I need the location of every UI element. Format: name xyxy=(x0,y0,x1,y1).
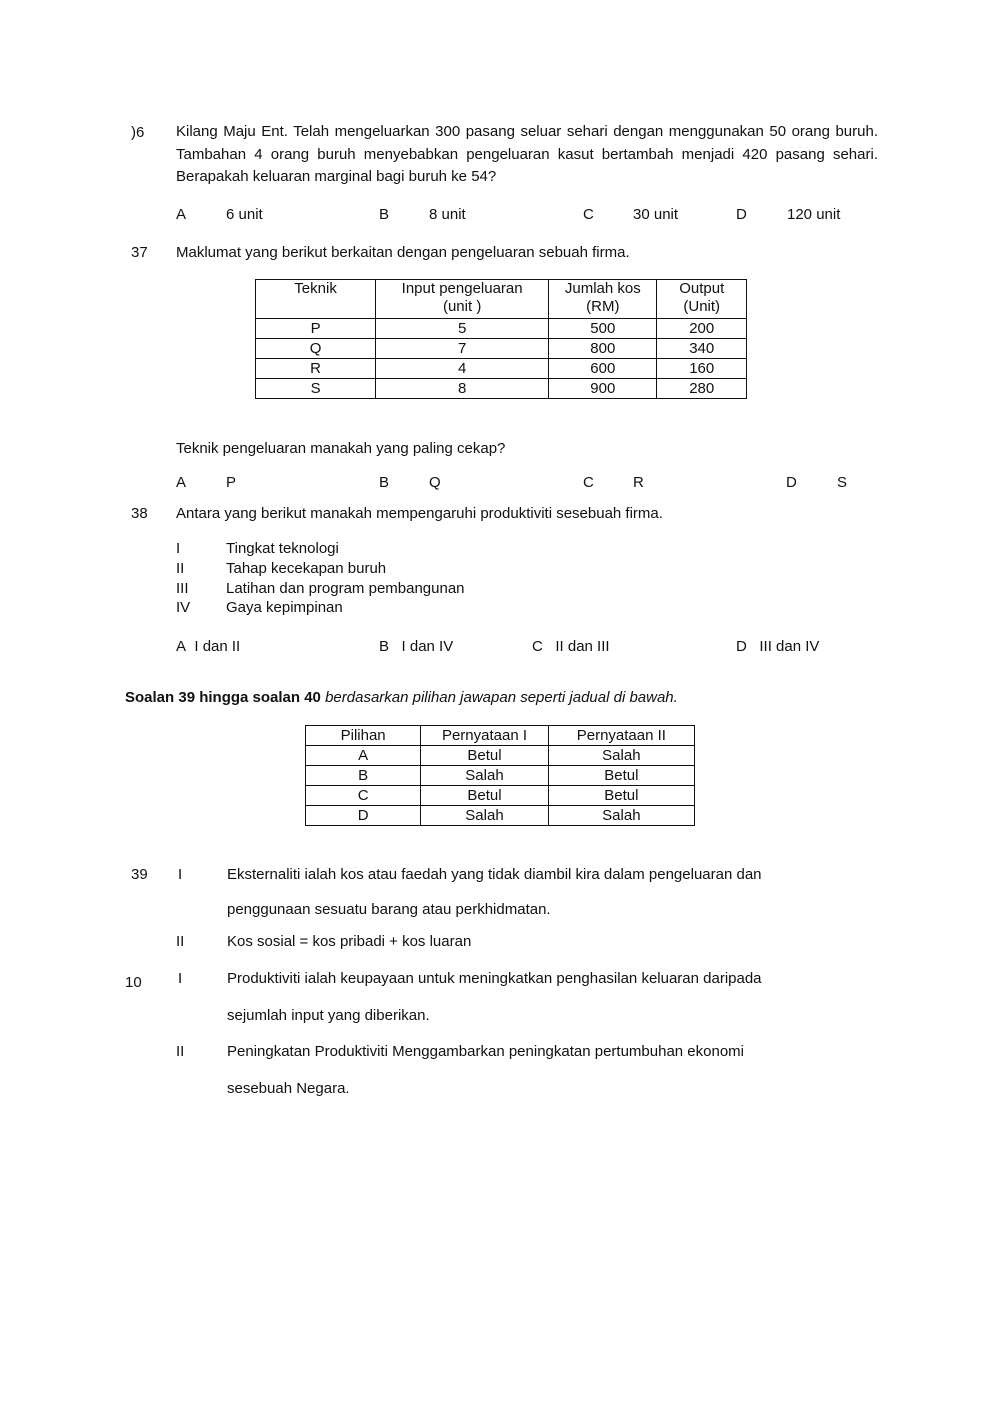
q38-option-a[interactable]: A I dan II xyxy=(176,638,241,655)
q38-item-roman: I xyxy=(176,540,181,557)
q38-number: 38 xyxy=(131,505,148,522)
q37-number: 37 xyxy=(131,244,148,261)
q38-item-text: Tahap kecekapan buruh xyxy=(226,560,387,577)
table-cell: Q xyxy=(256,339,376,359)
table-cell: P xyxy=(256,319,376,339)
q37-option-c-text[interactable]: R xyxy=(633,474,644,491)
q40-s1-line1: Produktiviti ialah keupayaan untuk meningkatkan penghasilan keluaran daripada xyxy=(227,970,762,987)
q40-s1-line2: sejumlah input yang diberikan. xyxy=(227,1007,430,1024)
q38-item-text: Latihan dan program pembangunan xyxy=(226,580,465,597)
table-row xyxy=(306,806,695,826)
table-row xyxy=(256,339,747,359)
q38-option-b[interactable]: B I dan IV xyxy=(379,638,454,655)
q36-number: )6 xyxy=(131,124,145,141)
q37-option-c-letter[interactable]: C xyxy=(583,474,594,491)
q37-option-a-text[interactable]: P xyxy=(226,474,237,491)
q38-item-roman: II xyxy=(176,560,185,577)
table-cell: A xyxy=(306,746,421,766)
q36-option-b-text[interactable]: 8 unit xyxy=(429,206,466,223)
table-cell: S xyxy=(256,379,376,399)
table-cell: Betul xyxy=(421,786,548,806)
q36-option-c-letter[interactable]: C xyxy=(583,206,594,223)
q39-s2-roman: II xyxy=(176,933,185,950)
q37-option-b-text[interactable]: Q xyxy=(429,474,441,491)
table-cell: Salah xyxy=(421,806,548,826)
q37-option-b-letter[interactable]: B xyxy=(379,474,390,491)
q38-item-text: Tingkat teknologi xyxy=(226,540,339,557)
table-cell: 200 xyxy=(657,319,747,339)
q37-option-a-letter[interactable]: A xyxy=(176,474,187,491)
section-heading-bold: Soalan 39 hingga soalan 40 xyxy=(125,689,321,706)
q37-header-kos: Jumlah kos (RM) xyxy=(549,280,657,319)
table-cell: B xyxy=(306,766,421,786)
table-row xyxy=(256,379,747,399)
table-cell: 8 xyxy=(376,379,549,399)
table-cell: C xyxy=(306,786,421,806)
header-pernyataan-1: Pernyataan I xyxy=(421,726,548,746)
q39-s1-line1: Eksternaliti ialah kos atau faedah yang tidak diambil kira dalam pengeluaran dan xyxy=(227,866,762,883)
table-cell: Betul xyxy=(421,746,548,766)
table-row xyxy=(306,746,695,766)
table-cell: D xyxy=(306,806,421,826)
q38-option-c[interactable]: C II dan III xyxy=(532,638,610,655)
q38-item-roman: IV xyxy=(176,599,191,616)
table-row xyxy=(256,319,747,339)
q39-s1-roman: I xyxy=(178,866,183,883)
q40-s1-roman: I xyxy=(178,970,183,987)
q37-question: Teknik pengeluaran manakah yang paling cekap? xyxy=(176,440,506,457)
q36-option-a-text[interactable]: 6 unit xyxy=(226,206,263,223)
section-heading-italic: berdasarkan pilihan jawapan seperti jadual di bawah. xyxy=(320,689,678,706)
table-cell: Betul xyxy=(548,786,694,806)
table-cell: 340 xyxy=(657,339,747,359)
table-cell: R xyxy=(256,359,376,379)
table-cell: 5 xyxy=(376,319,549,339)
table-cell: 800 xyxy=(549,339,657,359)
table-row xyxy=(256,359,747,379)
q40-s2-line2: sesebuah Negara. xyxy=(227,1080,350,1097)
q39-s1-line2: penggunaan sesuatu barang atau perkhidmatan. xyxy=(227,901,551,918)
table-cell: Salah xyxy=(548,806,694,826)
table-cell: 600 xyxy=(549,359,657,379)
header-pilihan: Pilihan xyxy=(306,726,421,746)
table-cell: 160 xyxy=(657,359,747,379)
q37-option-d-text[interactable]: S xyxy=(837,474,848,491)
table-row xyxy=(306,786,695,806)
table-cell: 500 xyxy=(549,319,657,339)
table-cell: 7 xyxy=(376,339,549,359)
table-cell: Betul xyxy=(548,766,694,786)
q38-item-roman: III xyxy=(176,580,189,597)
q40-number: 10 xyxy=(125,974,142,991)
header-pernyataan-2: Pernyataan II xyxy=(548,726,694,746)
q39-number: 39 xyxy=(131,866,148,883)
q37-header-input: Input pengeluaran (unit ) xyxy=(376,280,549,319)
q38-option-d[interactable]: D III dan IV xyxy=(736,638,820,655)
q38-item-text: Gaya kepimpinan xyxy=(226,599,343,616)
answer-key-table xyxy=(305,725,695,826)
q36-text: Kilang Maju Ent. Telah mengeluarkan 300 pasang seluar sehari dengan menggunakan 50 orang buruh. Tambahan 4 orang buruh menyebabkan pengeluaran kasut bertambah menjadi 420 pasang sehari. Berapakah keluaran marginal bagi buruh ke 54? xyxy=(176,123,878,185)
q36-option-c-text[interactable]: 30 unit xyxy=(633,206,679,223)
q37-table xyxy=(255,279,747,399)
table-row xyxy=(306,766,695,786)
q36-option-d-text[interactable]: 120 unit xyxy=(787,206,841,223)
q40-s2-roman: II xyxy=(176,1043,185,1060)
q38-text: Antara yang berikut manakah mempengaruhi produktiviti sesebuah firma. xyxy=(176,505,663,522)
table-cell: Salah xyxy=(421,766,548,786)
table-cell: 900 xyxy=(549,379,657,399)
q37-header-output: Output (Unit) xyxy=(657,280,747,319)
q37-option-d-letter[interactable]: D xyxy=(786,474,797,491)
q36-option-b-letter[interactable]: B xyxy=(379,206,390,223)
table-cell: 4 xyxy=(376,359,549,379)
table-cell: 280 xyxy=(657,379,747,399)
table-cell: Salah xyxy=(548,746,694,766)
section-heading xyxy=(125,689,678,706)
q40-s2-line1: Peningkatan Produktiviti Menggambarkan peningkatan pertumbuhan ekonomi xyxy=(227,1043,744,1060)
q36-option-a-letter[interactable]: A xyxy=(176,206,187,223)
q37-intro: Maklumat yang berikut berkaitan dengan pengeluaran sebuah firma. xyxy=(176,244,630,261)
q36-option-d-letter[interactable]: D xyxy=(736,206,747,223)
q37-header-teknik: Teknik xyxy=(256,280,376,319)
q39-s2-line1: Kos sosial = kos pribadi + kos luaran xyxy=(227,933,472,950)
